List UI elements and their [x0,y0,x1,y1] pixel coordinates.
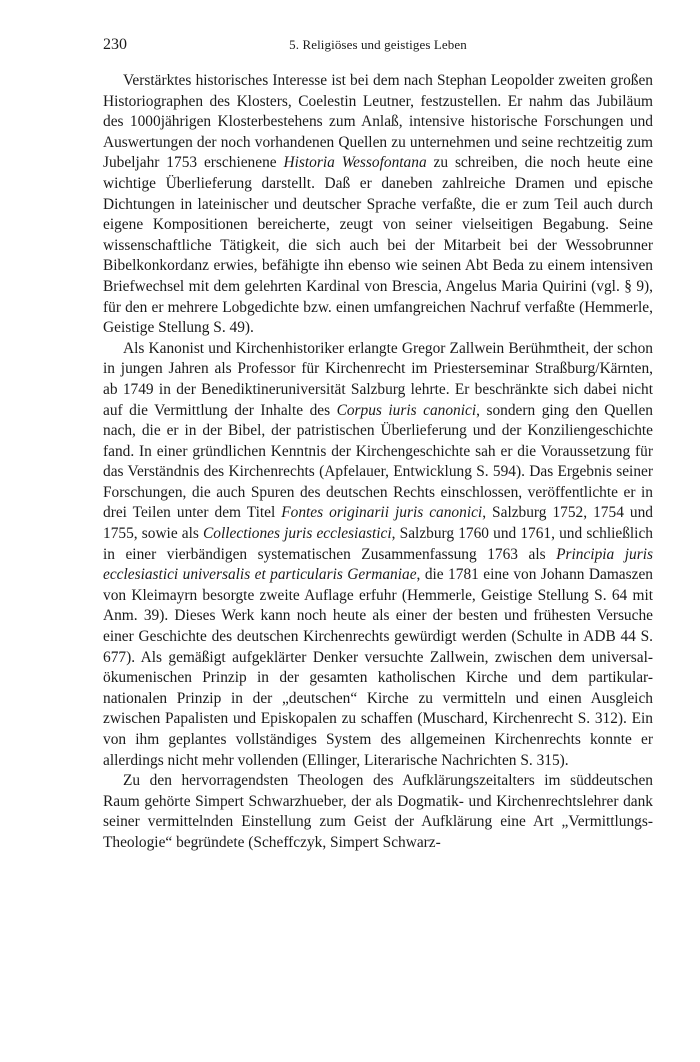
text-run: Verstärktes historisches Interesse ist bei dem nach Stephan Leopolder zweiten großen Historiographen des Klosters, Coelestin Leutner, festzustellen. Er nahm das Jubiläum des 1000jährigen Klosterbestehens zum Anlaß, intensive historische Forschungen und Auswertungen der noch vorhandenen Quellen zu unternehmen und seine rechtzeitig zum Jubeljahr 1753 erschienene [103,72,653,172]
italic-title: Historia Wessofontana [283,154,427,172]
paragraph [103,771,653,853]
text-run: Als Kanonist und Kirchenhistoriker erlangte Gregor Zallwein Berühmtheit, der schon in jungen Jahren als Professor für Kirchenrecht im Priesterseminar Straßburg/Kärnten, ab 1749 in der Benediktineruniversität Salzburg lehrte. Er beschränkte sich dabei nicht auf die Vermittlung der Inhalte des [103,339,653,419]
running-head: 5. Religiöses und geistiges Leben [289,37,467,52]
text-run: Zu den hervorragendsten Theologen des Aufklärungszeitalters im süddeutschen Raum gehörte Simpert Schwarzhueber, der als Dogmatik- und Kirchenrechtslehrer dank seiner vermittelnden Einstellung zum Geist der Aufklärung eine Art „Vermittlungs-Theologie“ begründete (Scheffczyk, Simpert Schwarz- [103,772,653,851]
page-header [103,36,653,56]
italic-title: Fontes originarii juris canonici [281,504,483,522]
page-number: 230 [103,36,127,53]
text-run: , Salzburg 1760 und 1761, und schließlich in einer vierbändigen systematischen Zusammenfassung 1763 als [103,525,653,563]
italic-title: Corpus iuris canonici [336,401,477,419]
italic-title: Principia juris ecclesiastici universalis et particularis Germaniae [103,545,653,584]
paragraph [103,71,653,339]
text-run: zu schreiben, die noch heute eine wichtige Überlieferung darstellt. Daß er daneben zahlreiche Dramen und epische Dichtungen in lateinischer und deutscher Sprache verfaßte, die er zum Teil auch durch eigene Kompositionen bereicherte, zeugt von seiner vielseitigen Begabung. Seine wissenschaftliche Tätigkeit, die sich auch bei der Mitarbeit bei der Wessobrunner Bibelkonkordanz erwies, befähigte ihn ebenso wie seinen Abt Beda zu einem intensiven Briefwechsel mit dem gelehrten Kardinal von Brescia, Angelus Maria Quirini (vgl. § 9), für den er mehrere Lobgedichte bzw. einen umfangreichen Nachruf verfaßte (Hemmerle, Geistige Stellung S. 49). [103,154,653,337]
text-run: , die 1781 eine von Johann Damaszen von Kleimayrn besorgte zweite Auflage erfuhr (Hemmerle, Geistige Stellung S. 64 mit Anm. 39). Dieses Werk kann noch heute als einer der besten und frühesten Versuche einer Geschichte des deutschen Kirchenrechts gewürdigt werden (Schulte in ADB 44 S. 677). Als gemäßigt aufgeklärter Denker versuchte Zallwein, zwischen dem universal-ökumenischen Prinzip in der gesamten katholischen Kirche und dem partikular-nationalen Prinzip in der „deutschen“ Kirche zu vermitteln und einen Ausgleich zwischen Papalisten und Episkopalen zu schaffen (Muschard, Kirchenrecht S. 312). Ein von ihm geplantes vollständiges System des allgemeinen Kirchenrechts konnte er allerdings nicht mehr vollenden (Ellinger, Literarische Nachrichten S. 315). [103,566,653,769]
italic-title: Collectiones juris ecclesiastici [203,525,392,543]
text-run: , sondern ging den Quellen nach, die er in der Bibel, der patristischen Überlieferung und der Konziliengeschichte fand. In einer gründlichen Kenntnis der Kirchengeschichte sah er die Voraussetzung für das Verständnis des Kirchenrechts (Apfelauer, Entwicklung S. 594). Das Ergebnis seiner Forschungen, die auch Spuren des deutschen Rechts einschlossen, veröffentlichte er in drei Teilen unter dem Titel [103,401,653,522]
paragraph [103,339,653,771]
text-run: , Salzburg 1752, 1754 und 1755, sowie als [103,504,653,543]
body-text [103,71,653,854]
